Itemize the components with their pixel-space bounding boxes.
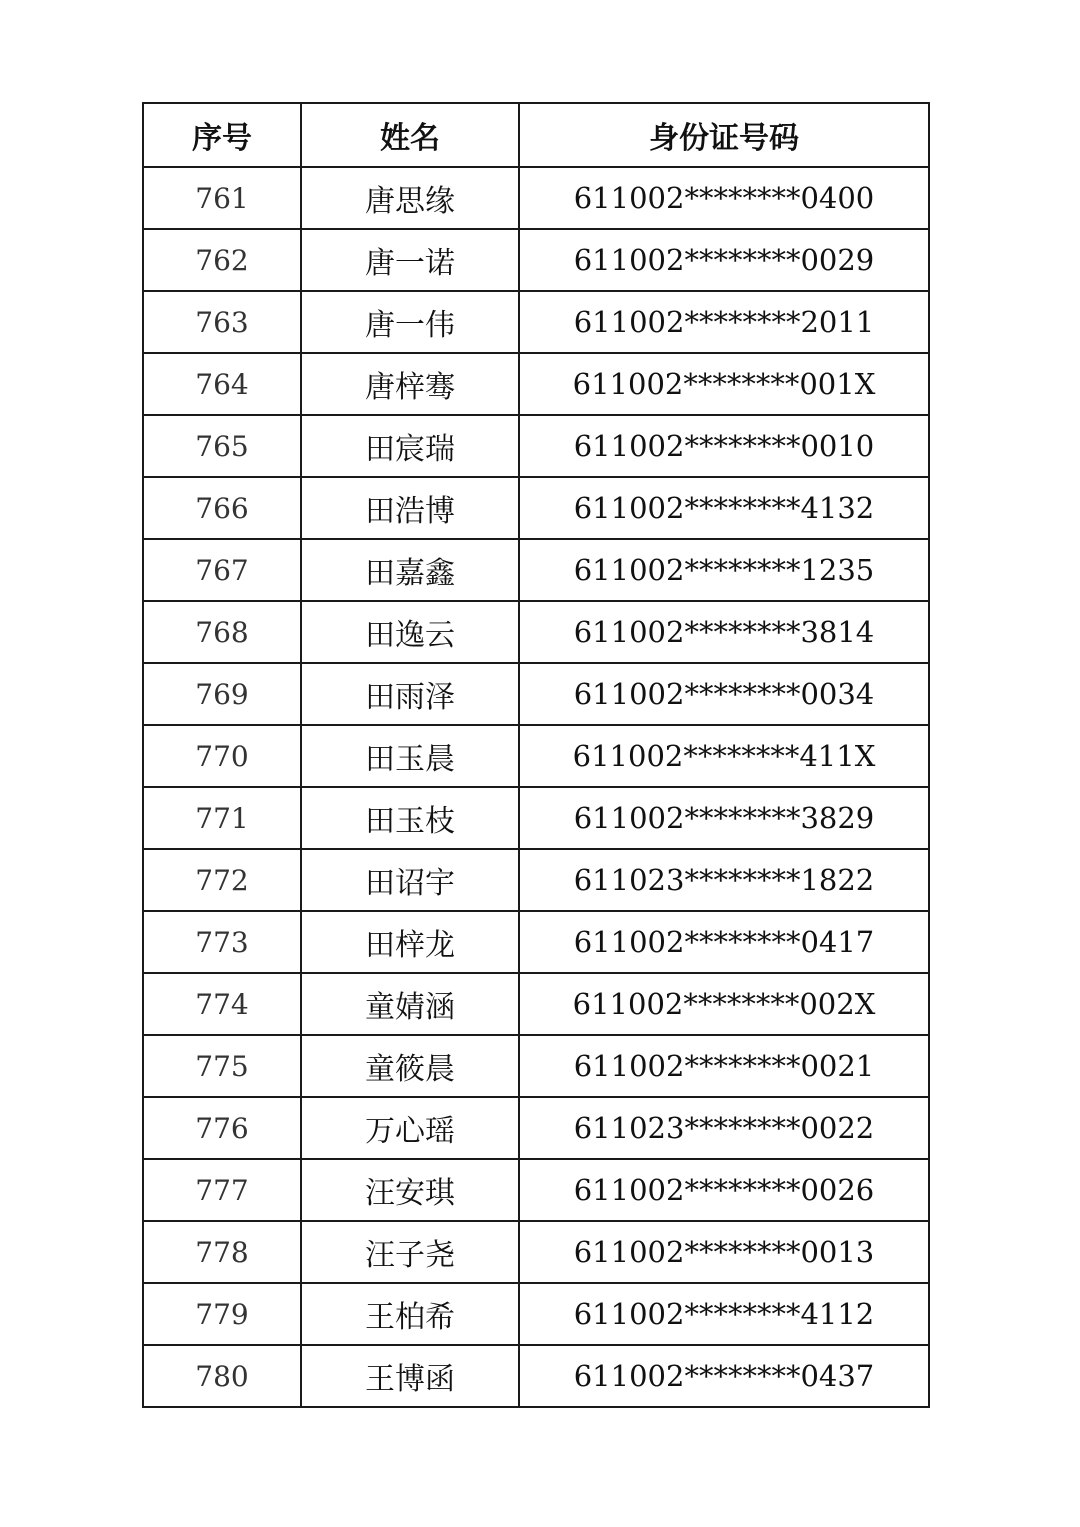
name-cell: 唐梓骞 [301, 353, 519, 415]
serial-number-cell: 780 [143, 1345, 301, 1407]
table-row [143, 477, 929, 539]
name-cell: 童筱晨 [301, 1035, 519, 1097]
name-cell: 唐思缘 [301, 167, 519, 229]
serial-number-cell: 765 [143, 415, 301, 477]
table-row [143, 663, 929, 725]
name-cell: 田宸瑞 [301, 415, 519, 477]
table-row [143, 229, 929, 291]
serial-number-cell: 777 [143, 1159, 301, 1221]
table-row [143, 1221, 929, 1283]
table-row [143, 1159, 929, 1221]
id-number-cell: 611002********0013 [519, 1221, 929, 1283]
serial-number-cell: 769 [143, 663, 301, 725]
table-row [143, 291, 929, 353]
serial-number-cell: 764 [143, 353, 301, 415]
serial-number-cell: 774 [143, 973, 301, 1035]
id-number-cell: 611002********0021 [519, 1035, 929, 1097]
name-cell: 王博函 [301, 1345, 519, 1407]
name-cell: 童婧涵 [301, 973, 519, 1035]
column-header-name: 姓名 [301, 103, 519, 167]
table-row [143, 1345, 929, 1407]
serial-number-cell: 778 [143, 1221, 301, 1283]
serial-number-cell: 761 [143, 167, 301, 229]
table-row [143, 787, 929, 849]
table-row [143, 539, 929, 601]
id-number-cell: 611002********001X [519, 353, 929, 415]
serial-number-cell: 775 [143, 1035, 301, 1097]
serial-number-cell: 763 [143, 291, 301, 353]
column-header-serial-number: 序号 [143, 103, 301, 167]
serial-number-cell: 767 [143, 539, 301, 601]
id-number-cell: 611002********0034 [519, 663, 929, 725]
id-number-cell: 611002********3829 [519, 787, 929, 849]
id-number-cell: 611023********1822 [519, 849, 929, 911]
id-number-cell: 611002********0400 [519, 167, 929, 229]
serial-number-cell: 770 [143, 725, 301, 787]
name-cell: 田嘉鑫 [301, 539, 519, 601]
table-row [143, 1097, 929, 1159]
table-row [143, 911, 929, 973]
column-header-id-number: 身份证号码 [519, 103, 929, 167]
id-number-cell: 611002********002X [519, 973, 929, 1035]
name-cell: 汪子尧 [301, 1221, 519, 1283]
serial-number-cell: 762 [143, 229, 301, 291]
serial-number-cell: 776 [143, 1097, 301, 1159]
name-cell: 田逸云 [301, 601, 519, 663]
id-number-cell: 611002********2011 [519, 291, 929, 353]
name-cell: 田玉枝 [301, 787, 519, 849]
serial-number-cell: 772 [143, 849, 301, 911]
id-number-cell: 611002********3814 [519, 601, 929, 663]
name-cell: 田玉晨 [301, 725, 519, 787]
name-cell: 万心瑶 [301, 1097, 519, 1159]
id-number-cell: 611002********0029 [519, 229, 929, 291]
table-row [143, 601, 929, 663]
id-number-cell: 611002********0437 [519, 1345, 929, 1407]
table-row [143, 415, 929, 477]
name-cell: 王柏希 [301, 1283, 519, 1345]
name-cell: 田雨泽 [301, 663, 519, 725]
name-cell: 田梓龙 [301, 911, 519, 973]
serial-number-cell: 766 [143, 477, 301, 539]
name-cell: 汪安琪 [301, 1159, 519, 1221]
table-header-row [143, 103, 929, 167]
id-number-cell: 611002********4132 [519, 477, 929, 539]
table-row [143, 1283, 929, 1345]
id-number-cell: 611002********411X [519, 725, 929, 787]
id-number-cell: 611002********0010 [519, 415, 929, 477]
table-row [143, 973, 929, 1035]
table-row [143, 1035, 929, 1097]
name-cell: 唐一诺 [301, 229, 519, 291]
table-row [143, 849, 929, 911]
roster-table [142, 102, 930, 1408]
name-cell: 田诏宇 [301, 849, 519, 911]
id-number-cell: 611002********0026 [519, 1159, 929, 1221]
table-row [143, 353, 929, 415]
table-row [143, 725, 929, 787]
id-number-cell: 611002********0417 [519, 911, 929, 973]
name-cell: 唐一伟 [301, 291, 519, 353]
id-number-cell: 611023********0022 [519, 1097, 929, 1159]
serial-number-cell: 779 [143, 1283, 301, 1345]
serial-number-cell: 773 [143, 911, 301, 973]
name-cell: 田浩博 [301, 477, 519, 539]
id-number-cell: 611002********4112 [519, 1283, 929, 1345]
serial-number-cell: 771 [143, 787, 301, 849]
id-number-cell: 611002********1235 [519, 539, 929, 601]
serial-number-cell: 768 [143, 601, 301, 663]
table-row [143, 167, 929, 229]
